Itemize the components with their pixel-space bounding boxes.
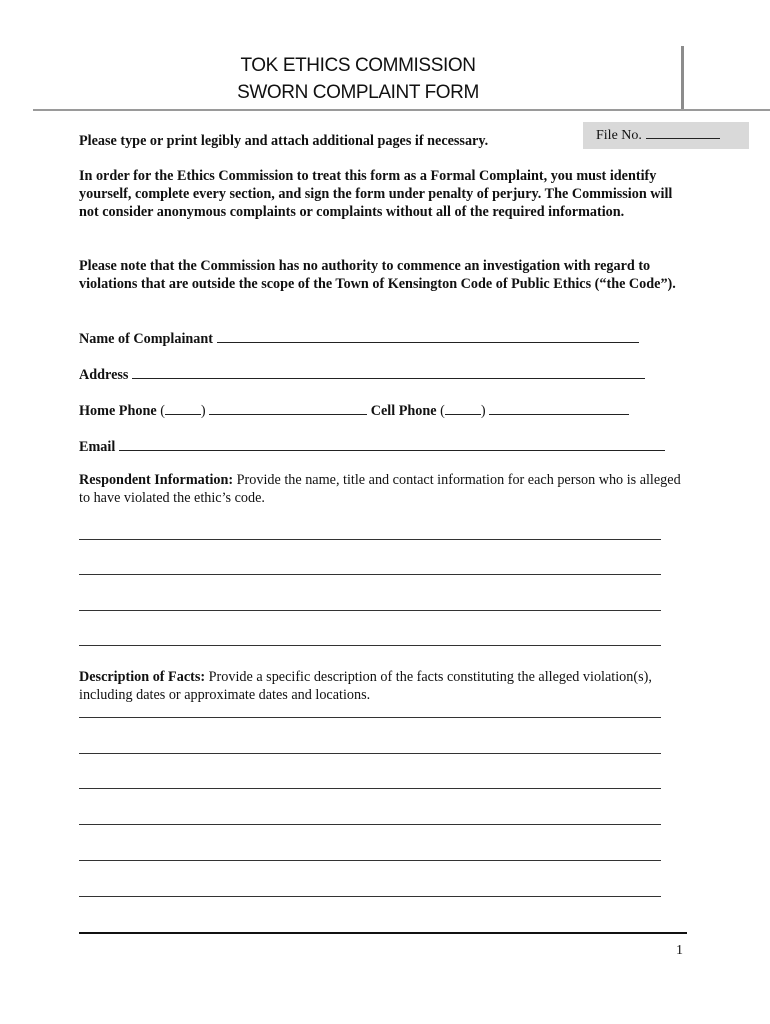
facts-line[interactable] <box>79 824 661 825</box>
cell-phone-paren-close: ) <box>480 403 486 419</box>
email-field <box>79 436 665 456</box>
cell-phone-input[interactable] <box>489 400 629 415</box>
respondent-heading: Respondent Information: <box>79 472 234 488</box>
home-phone-label: Home Phone <box>79 403 157 419</box>
name-of-complainant-label: Name of Complainant <box>79 331 213 347</box>
facts-heading: Description of Facts: <box>79 669 206 685</box>
facts-line[interactable] <box>79 860 661 861</box>
respondent-instructions: Provide the name, title and contact information for each person who is alleged to have violated the ethic’s code. <box>79 472 681 506</box>
phone-field-row <box>79 400 629 420</box>
cell-phone-area-code-input[interactable] <box>445 400 481 415</box>
form-title-line2: SWORN COMPLAINT FORM <box>237 82 479 103</box>
facts-line[interactable] <box>79 788 661 789</box>
name-of-complainant-input[interactable] <box>217 328 639 343</box>
home-phone-paren-close: ) <box>200 403 206 419</box>
footer-rule <box>79 932 687 934</box>
cell-phone-paren-open: ( <box>440 403 445 419</box>
facts-line[interactable] <box>79 753 661 754</box>
facts-instructions: Provide a specific description of the facts constituting the alleged violation(s), including dates or approximate dates and locations. <box>79 669 652 703</box>
formal-complaint-paragraph: In order for the Ethics Commission to treat this form as a Formal Complaint, you must identify yourself, complete every section, and sign the form under penalty of perjury. The Commission will not consider anonymous complaints or complaints without all of the required information. <box>79 168 673 220</box>
address-field <box>79 364 645 384</box>
header-horizontal-rule <box>33 109 770 111</box>
home-phone-paren-open: ( <box>160 403 165 419</box>
respondent-line[interactable] <box>79 574 661 575</box>
header-vertical-rule <box>681 46 684 110</box>
respondent-line[interactable] <box>79 610 661 611</box>
address-input[interactable] <box>132 364 645 379</box>
email-label: Email <box>79 439 116 455</box>
respondent-information-section <box>79 471 689 507</box>
respondent-line[interactable] <box>79 539 661 540</box>
file-number-label: File No. <box>596 128 642 143</box>
form-title-line1: TOK ETHICS COMMISSION <box>240 55 476 76</box>
home-phone-area-code-input[interactable] <box>165 400 201 415</box>
cell-phone-label: Cell Phone <box>370 403 437 419</box>
name-of-complainant-field <box>79 328 639 348</box>
page-number: 1 <box>676 943 683 958</box>
instruction-line: Please type or print legibly and attach additional pages if necessary. <box>79 133 489 149</box>
description-of-facts-section <box>79 668 689 704</box>
home-phone-input[interactable] <box>209 400 367 415</box>
scope-paragraph: Please note that the Commission has no authority to commence an investigation with regard to violations that are outside the scope of the Town of Kensington Code of Public Ethics (“the Code”). <box>79 258 676 292</box>
facts-line[interactable] <box>79 896 661 897</box>
email-input[interactable] <box>119 436 665 451</box>
address-label: Address <box>79 367 129 383</box>
facts-line[interactable] <box>79 717 661 718</box>
respondent-line[interactable] <box>79 645 661 646</box>
